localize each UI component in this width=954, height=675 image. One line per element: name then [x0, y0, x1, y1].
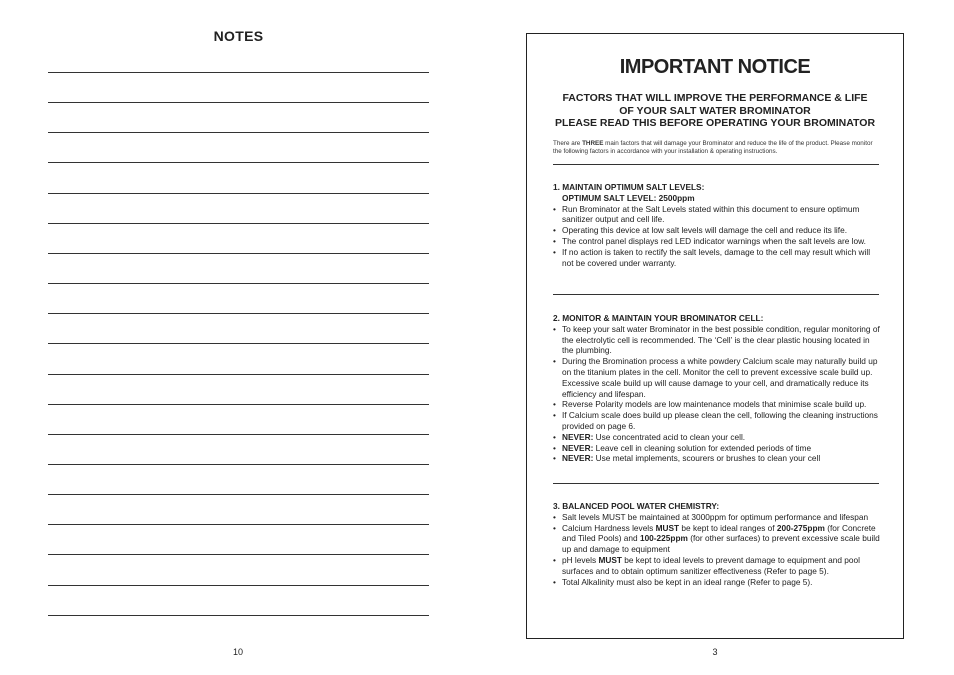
emphasis-text: NEVER:	[562, 431, 594, 442]
section-divider	[553, 164, 879, 165]
emphasis-text: THREE	[582, 140, 604, 147]
body-text: (for other surfaces) to prevent excessive scale build up and damage to equipment	[562, 533, 880, 555]
notes-line	[48, 524, 429, 525]
notes-line	[48, 404, 429, 405]
notes-line	[48, 253, 429, 254]
bullet-item	[553, 204, 883, 226]
section-subheading: OPTIMUM SALT LEVEL: 2500ppm	[562, 192, 695, 203]
body-text: During the Bromination process a white powdery Calcium scale may naturally build up on the titanium plates in the cell. Monitor the cell to prevent excessive scale build up. Excessive scale build up will cause damage to your cell, and dramatically reduce its efficiency and lifespan.	[562, 356, 878, 399]
notes-title: NOTES	[213, 28, 264, 44]
bullet-item	[553, 523, 883, 555]
notes-line	[48, 374, 429, 375]
body-text: If Calcium scale does build up please clean the cell, following the cleaning instructions provided on page 6.	[562, 410, 878, 431]
body-text: be kept to ideal ranges of	[679, 522, 777, 533]
section-cell-maintenance	[553, 313, 883, 464]
notes-line	[48, 464, 429, 465]
body-text: pH levels	[562, 554, 599, 565]
notes-line	[48, 223, 429, 224]
subtitle-line: OF YOUR SALT WATER BROMINATOR	[619, 104, 811, 117]
bullet-item	[553, 432, 883, 443]
emphasis-text: 200-275ppm	[776, 522, 825, 533]
bullet-item	[553, 225, 883, 236]
emphasis-text: MUST	[655, 522, 680, 533]
subtitle-line: PLEASE READ THIS BEFORE OPERATING YOUR BROMINATOR	[554, 117, 876, 129]
notes-line	[48, 494, 429, 495]
body-text: Operating this device at low salt levels will damage the cell and reduce its life.	[562, 225, 848, 236]
body-text: Calcium Hardness levels	[562, 522, 656, 533]
bullet-item	[553, 399, 883, 410]
notes-line	[48, 193, 429, 194]
body-text: To keep your salt water Brominator in the best possible condition, regular monitoring of the electrolytic cell is recommended. The ‘Cell’ is the clear plastic housing located in the plumbing.	[562, 323, 880, 356]
notes-line	[48, 102, 429, 103]
bullet-item	[553, 453, 883, 464]
emphasis-text: 100-225ppm	[639, 533, 688, 544]
bullet-list	[553, 324, 883, 464]
intro-paragraph	[553, 140, 883, 156]
section-salt-levels	[553, 182, 883, 268]
body-text: (for Concrete and Tiled Pools) and	[562, 522, 876, 544]
emphasis-text: MUST	[598, 554, 622, 565]
bullet-item	[553, 324, 883, 356]
body-text: The control panel displays red LED indicator warnings when the salt levels are low.	[562, 235, 866, 246]
body-text: Use metal implements, scourers or brushes to clean your cell	[593, 453, 821, 464]
notes-line	[48, 343, 429, 344]
body-text: Leave cell in cleaning solution for extended periods of time	[593, 442, 812, 453]
notes-line	[48, 615, 429, 616]
bullet-item	[553, 443, 883, 454]
bullet-item	[553, 236, 883, 247]
section-water-chemistry	[553, 501, 883, 587]
bullet-item	[553, 577, 883, 588]
notes-line	[48, 162, 429, 163]
bullet-list	[553, 204, 883, 269]
body-text: Use concentrated acid to clean your cell.	[593, 431, 746, 442]
body-text: be kept to ideal levels to prevent damage to equipment and pool surfaces and to obtain optimum sanitizer effectiveness (Refer to page 5).	[562, 554, 860, 576]
section-heading: 3. BALANCED POOL WATER CHEMISTRY:	[553, 501, 720, 511]
section-heading: 2. MONITOR & MAINTAIN YOUR BROMINATOR CELL:	[553, 313, 764, 323]
bullet-item	[553, 247, 883, 269]
body-text: Total Alkalinity must also be kept in an ideal range (Refer to page 5).	[562, 576, 813, 587]
notice-title: IMPORTANT NOTICE	[619, 56, 811, 78]
left-page-number: 10	[232, 647, 243, 657]
body-text: There are	[553, 140, 583, 147]
notes-line	[48, 585, 429, 586]
body-text: Salt levels MUST be maintained at 3000ppm for optimum performance and lifespan	[562, 511, 869, 522]
body-text: If no action is taken to rectify the salt levels, damage to the cell may result which will not be covered under warranty.	[562, 246, 871, 268]
right-page-number: 3	[712, 647, 718, 657]
section-divider	[553, 483, 879, 484]
important-notice-box	[526, 33, 904, 639]
emphasis-text: NEVER:	[562, 453, 594, 464]
section-divider	[553, 294, 879, 295]
body-text: Reverse Polarity models are low maintenance models that minimise scale build up.	[562, 399, 867, 410]
notes-line	[48, 72, 429, 73]
emphasis-text: NEVER:	[562, 442, 594, 453]
notes-line	[48, 283, 429, 284]
notes-line	[48, 313, 429, 314]
body-text: main factors that will damage your Brominator and reduce the life of the product. Please monitor the following factors in accordance with your installation & operating instructions.	[553, 140, 873, 156]
bullet-item	[553, 555, 883, 577]
notes-line	[48, 434, 429, 435]
section-heading: 1. MAINTAIN OPTIMUM SALT LEVELS:	[553, 182, 705, 192]
notes-line	[48, 554, 429, 555]
bullet-item	[553, 410, 883, 432]
subtitle-line: FACTORS THAT WILL IMPROVE THE PERFORMANCE & LIFE	[562, 92, 868, 104]
bullet-list	[553, 512, 883, 588]
notice-subtitle	[527, 92, 903, 130]
bullet-item	[553, 356, 883, 399]
bullet-item	[553, 512, 883, 523]
notes-line	[48, 132, 429, 133]
body-text: Run Brominator at the Salt Levels stated within this document to ensure optimum sanitizer output and cell life.	[562, 203, 860, 225]
